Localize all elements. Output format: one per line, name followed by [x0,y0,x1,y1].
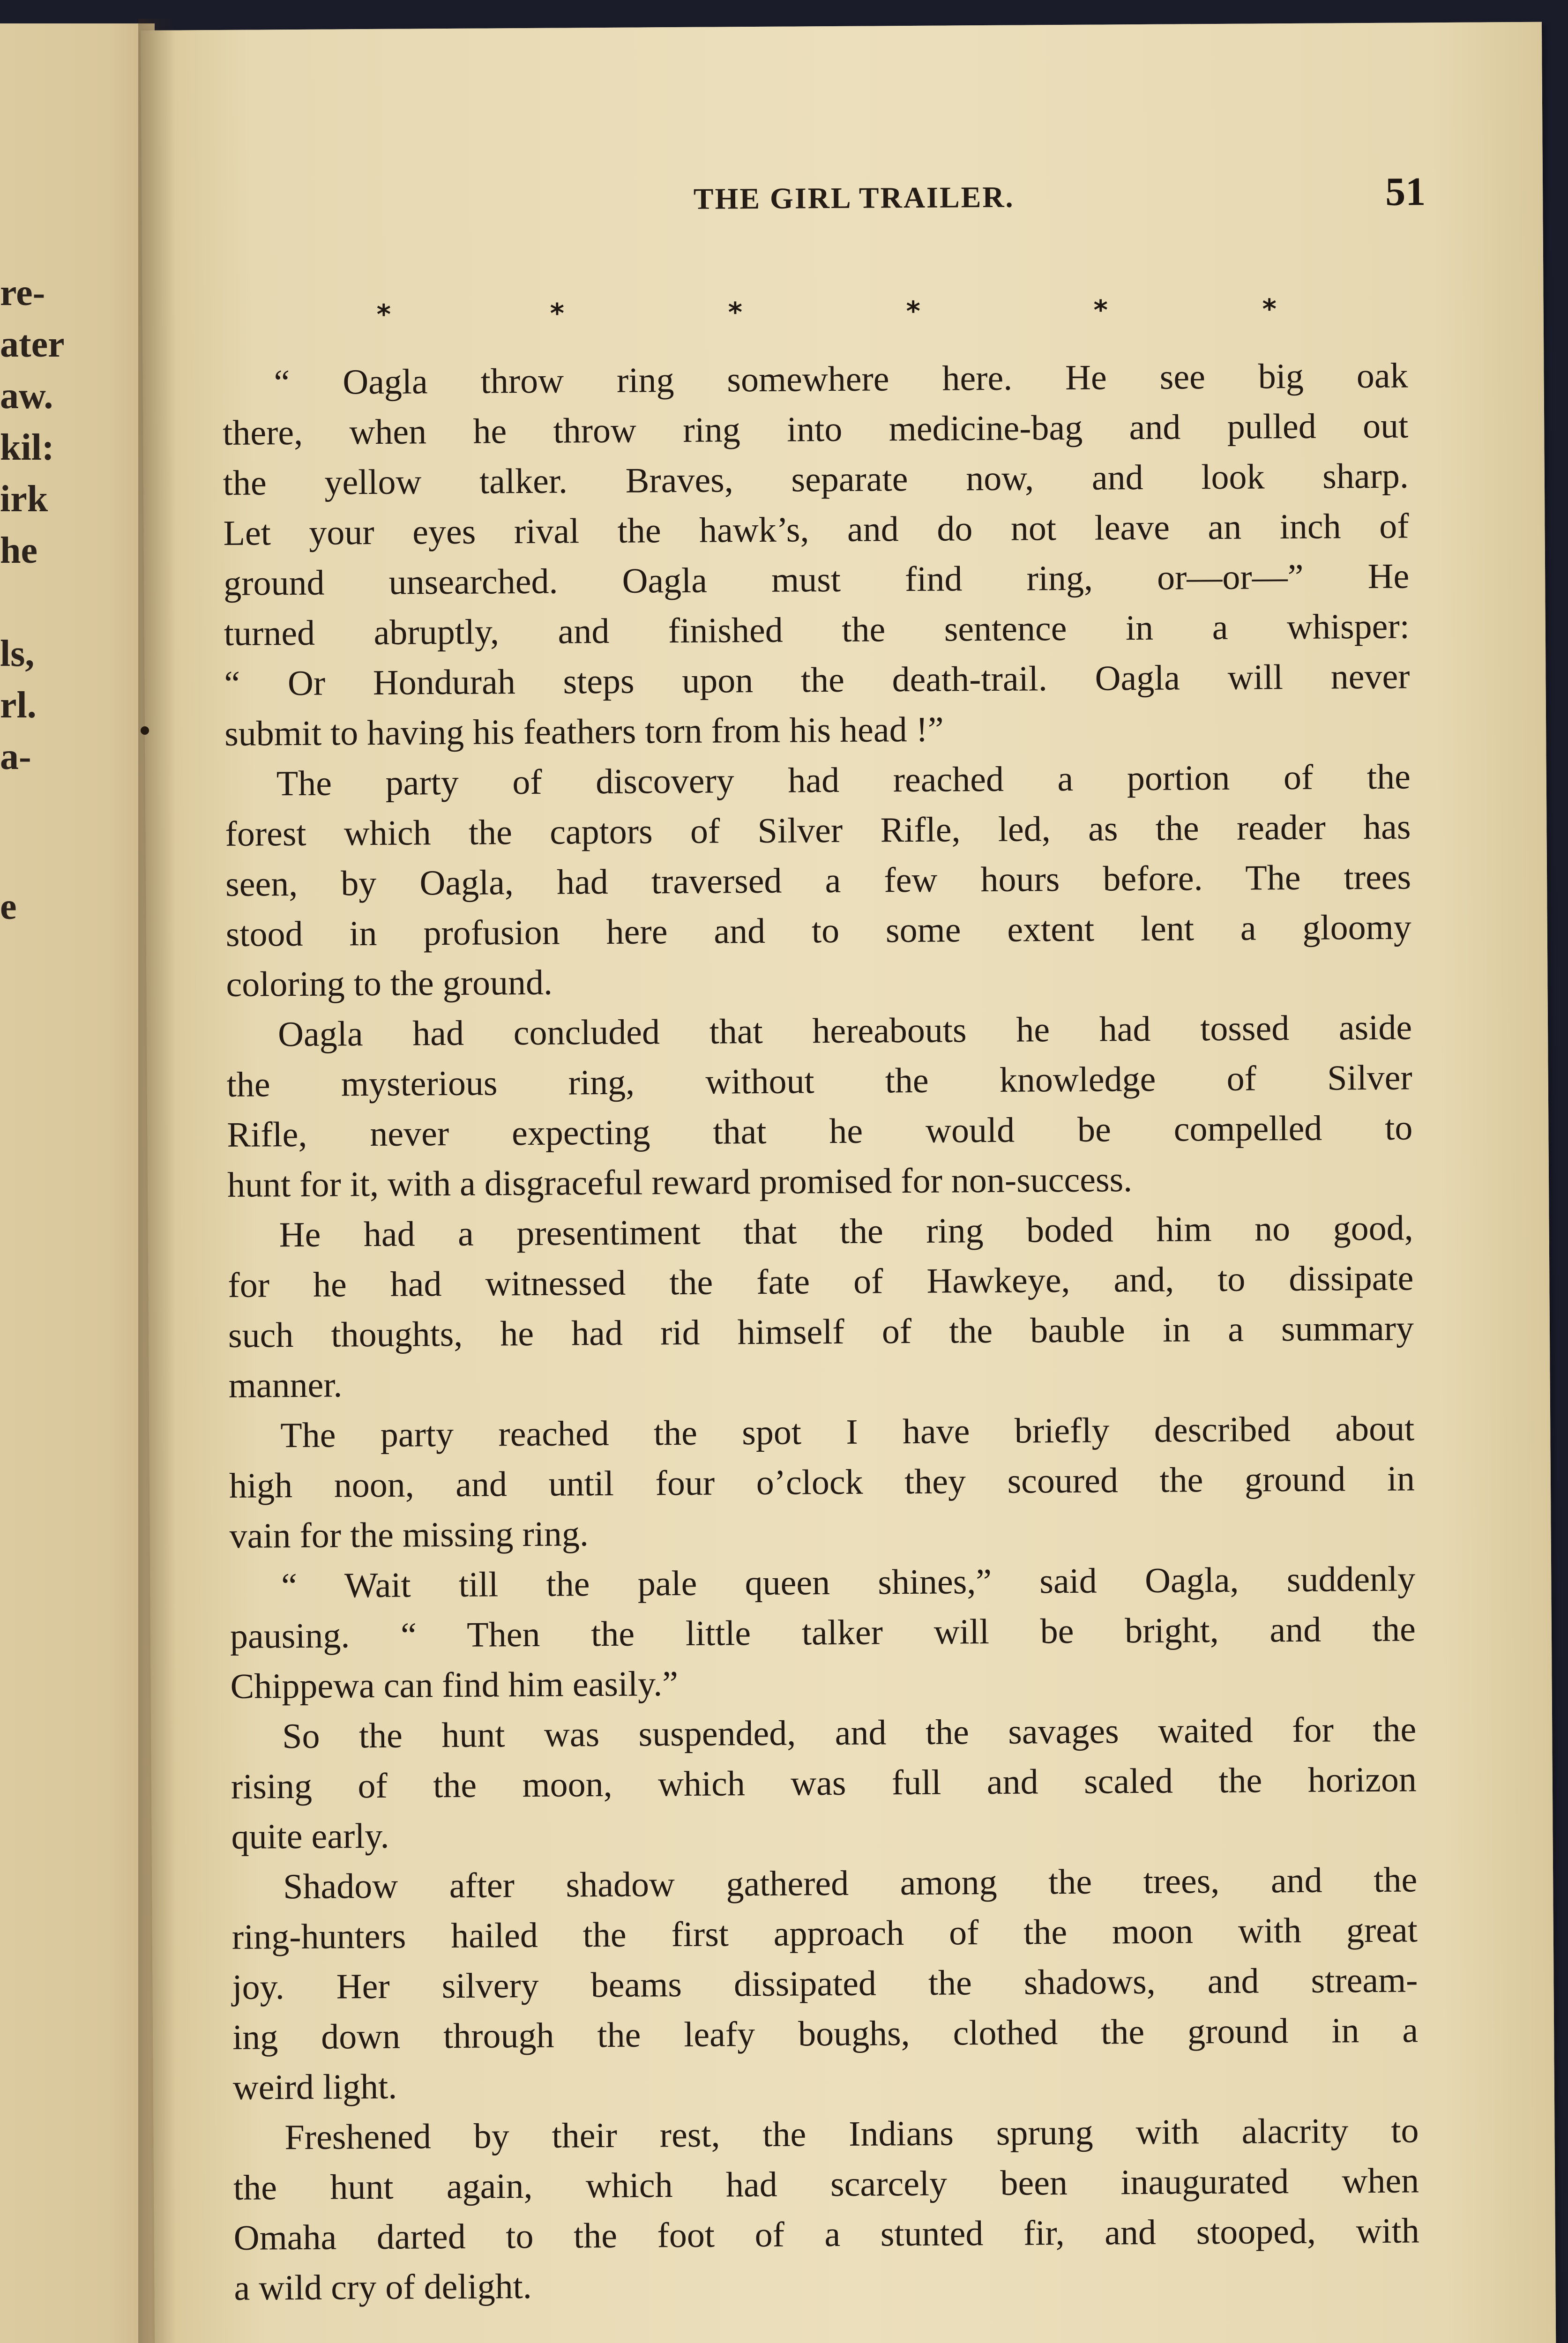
text-line: weird light. [232,2067,397,2107]
text-line: submit to having his feathers torn from his head !” [224,709,944,754]
text-line: pausing. “ Then the little talker will be bright, and the [230,1609,1416,1656]
text-line: stood in profusion here and to some extent lent a gloomy [225,907,1411,954]
paragraph [226,1002,1413,1210]
paragraph [233,2105,1420,2313]
paragraph [222,351,1410,759]
left-page-fragment: irk [0,478,48,520]
ornament-star: * [1093,294,1108,326]
text-line-content: “ Wait till the pale queen shines,” said Oagla, suddenly [281,1559,1416,1606]
paragraph-indent [230,1597,281,1598]
text-line [222,351,1408,408]
text-line: turned abruptly, and finished the sentence in a whisper: [224,606,1410,653]
ornament-star: * [728,296,743,328]
paragraph-indent [225,795,276,796]
text-line: a wild cry of delight. [234,2266,532,2308]
left-page-fragment: ls, [0,633,35,674]
text-line-content: The party reached the spot I have briefly described about [280,1409,1415,1455]
text-line: ing down through the leafy boughs, clothed the ground in a [232,2010,1419,2057]
left-page-fragment: rl. [0,685,37,726]
book-page [141,22,1557,2343]
body-text [222,351,1419,2313]
left-page-fragment: kil: [0,427,54,468]
text-line [226,1002,1412,1060]
text-line: coloring to the ground. [226,963,553,1004]
text-line: manner. [228,1365,343,1405]
left-page-edge [0,23,155,2343]
text-line-content: Shadow after shadow gathered among the trees, and the [283,1860,1418,1907]
ornament-star: * [550,297,565,329]
paragraph-indent [231,1898,283,1899]
text-line: hunt for it, with a disgraceful reward promised for non-success. [227,1160,1133,1205]
left-page-text-fragments [0,23,155,961]
text-line: the hunt again, which had scarcely been inaugurated when [233,2161,1419,2208]
left-page-fragment: a- [0,736,31,777]
text-line [231,1855,1418,1912]
paragraph [227,1203,1414,1410]
text-line: rising of the moon, which was full and scaled the horizon [231,1760,1417,1806]
left-page-fragment: e [0,886,17,927]
text-line-content: Freshened by their rest, the Indians sprung with alacrity to [284,2111,1419,2157]
text-line [229,1403,1415,1461]
text-line: ground unsearched. Oagla must find ring, or—or—” He [223,556,1410,603]
gutter-shadow [138,19,176,2343]
text-line: “ Or Hondurah steps upon the death-trail. Oagla will never [224,657,1410,703]
text-line: forest which the captors of Silver Rifle, led, as the reader has [225,807,1411,854]
text-line: joy. Her silvery beams dissipated the shadows, and stream- [232,1960,1418,2007]
paragraph-indent [223,394,274,395]
text-line-content: He had a presentiment that the ring boded him no good, [279,1208,1413,1255]
text-line: vain for the missing ring. [229,1514,589,1556]
paragraph [229,1403,1415,1561]
running-head [142,169,1543,241]
paragraph [231,1704,1417,1862]
text-line: the mysterious ring, without the knowledge of Silver [226,1058,1412,1104]
text-line: high noon, and until four o’clock they scoured the ground in [229,1459,1415,1506]
text-line: Omaha darted to the foot of a stunted fir, and stooped, with [233,2211,1419,2258]
ornament-star: * [906,295,921,328]
text-line: Chippewa can find him easily.” [230,1664,679,1706]
paragraph [230,1554,1416,1711]
text-line: Let your eyes rival the hawk’s, and do not leave an inch of [223,506,1409,553]
text-line [227,1203,1413,1260]
text-line [231,1704,1417,1761]
text-line: for he had witnessed the fate of Hawkeye, and, to dissipate [228,1258,1414,1305]
left-page-fragment: he [0,530,37,571]
text-line: quite early. [231,1816,389,1857]
text-line-content: So the hunt was suspended, and the savages waited for the [282,1709,1417,1756]
left-page-fragment: re- [0,272,45,313]
paragraph [231,1855,1419,2112]
text-line: the yellow talker. Braves, separate now, and look sharp. [223,456,1409,503]
ornament-star: * [376,298,391,330]
text-line: ring-hunters hailed the first approach of the moon with great [231,1910,1418,1957]
text-line: such thoughts, he had rid himself of the bauble in a summary [228,1308,1414,1355]
text-line [225,752,1411,809]
ornament-star: * [1262,293,1277,325]
running-title: THE GIRL TRAILER. [693,180,1015,216]
paragraph [225,752,1412,1009]
text-line [233,2105,1419,2163]
page-number: 51 [1385,169,1426,214]
text-line-content: Oagla had concluded that hereabouts he had tossed aside [277,1007,1412,1054]
paragraph-indent [229,1447,280,1448]
text-line: Rifle, never expecting that he would be compelled to [227,1108,1413,1155]
left-page-fragment: aw. [0,375,53,417]
text-line: there, when he throw ring into medicine-bag and pulled out [222,406,1409,453]
text-line-content: The party of discovery had reached a portion of the [276,757,1411,804]
text-line: seen, by Oagla, had traversed a few hours before. The trees [225,857,1411,904]
text-line [230,1554,1416,1611]
section-break-ornaments [363,292,1394,336]
left-page-fragment: ater [0,324,65,365]
paragraph-indent [228,1246,279,1247]
text-line-content: “ Oagla throw ring somewhere here. He see big oak [274,356,1408,403]
